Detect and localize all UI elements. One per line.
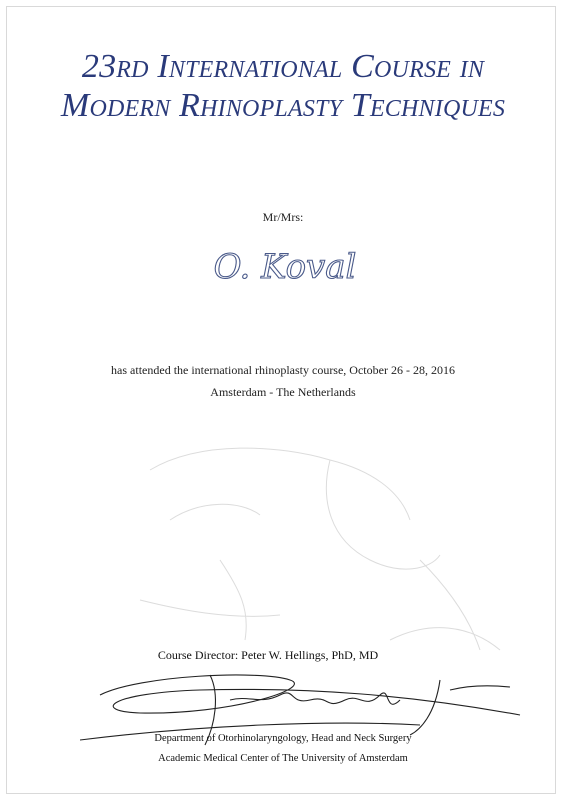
course-location: Amsterdam - The Netherlands (210, 385, 356, 399)
course-title-line-2: Modern Rhinoplasty Techniques (60, 87, 506, 124)
attendance-statement: has attended the international rhinoplasty course, October 26 - 28, 2016 (111, 363, 455, 377)
department-name: Department of Otorhinolaryngology, Head and Neck Surgery (154, 733, 412, 744)
svg-text:O. Koval: O. Koval (213, 247, 357, 287)
handwritten-attendee-name (190, 236, 380, 296)
salutation-label: Mr/Mrs: (262, 210, 304, 224)
course-director: Course Director: Peter W. Hellings, PhD, MD (157, 648, 379, 662)
course-title-line-1: 23rd International Course in (81, 48, 485, 85)
institution-name: Academic Medical Center of The University of Amsterdam (158, 753, 408, 764)
